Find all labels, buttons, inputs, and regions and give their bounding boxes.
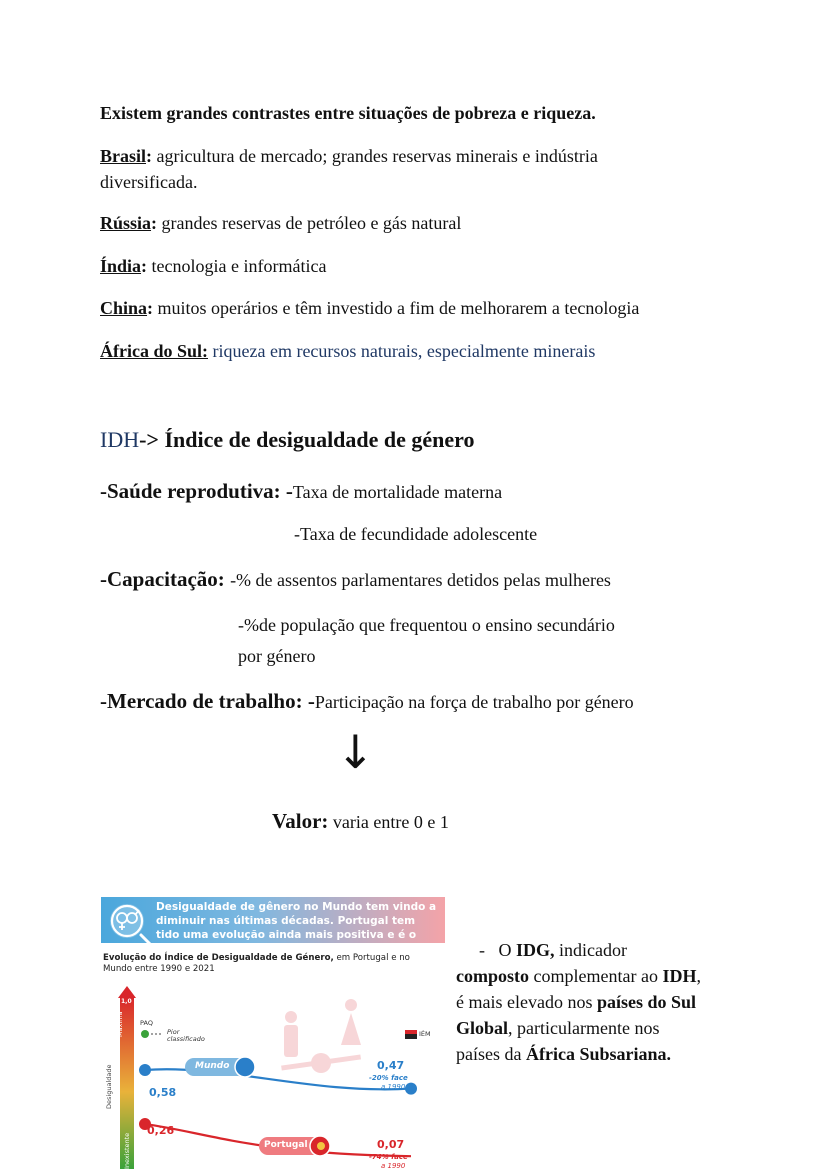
dimension-item: -% de assentos parlamentares detidos pelas mulheres (230, 570, 611, 590)
country-name: China (100, 298, 148, 318)
country-desc: tecnologia e informática (147, 256, 327, 276)
idg-heading (100, 427, 475, 453)
infographic-header-text: Desigualdade de gênero no Mundo tem vindo a diminuir nas últimas décadas. Portugal tem tido uma evolução ainda mais positiva e é o 15.º melhor país. (156, 901, 437, 955)
country-africa-do-sul (100, 338, 595, 364)
text: é mais elevado nos (456, 992, 597, 1012)
country-desc: muitos operários e têm investido a fim de melhorarem a tecnologia (153, 298, 640, 318)
mundo-change-2: a 1990 (381, 1083, 406, 1091)
dimension-capacitacao-item-2: -%de população que frequentou o ensino secundário (238, 615, 615, 635)
country-china (100, 295, 639, 321)
down-arrow-icon: ↓ (336, 725, 375, 779)
idg-arrow: -> (139, 427, 159, 452)
idg-infographic (101, 897, 445, 1169)
scale-arrow (118, 986, 136, 998)
text: complementar ao (529, 966, 663, 986)
portugal-change: -74% face (369, 1153, 408, 1161)
country-russia (100, 210, 461, 236)
text: O (498, 940, 516, 960)
dimension-capacitacao-item-2-cont: por género (238, 646, 316, 666)
mundo-end-value: 0,47 (377, 1059, 405, 1072)
country-india (100, 253, 326, 279)
country-desc: grandes reservas de petróleo e gás natural (157, 213, 462, 233)
text: países da (456, 1044, 526, 1064)
country-desc: riqueza em recursos naturais, especialmente minerais (208, 341, 596, 361)
dimension-saude (100, 478, 502, 505)
text-bold: composto (456, 966, 529, 986)
side-note-line-5 (456, 1041, 746, 1067)
axis-mid-label: Desigualdade (105, 1064, 113, 1109)
idg-title: Índice de desigualdade de género (158, 427, 475, 452)
country-name: Brasil (100, 146, 147, 166)
valor-label: Valor: (272, 809, 329, 833)
mundo-change: -20% face (369, 1074, 408, 1082)
axis-max-label: 1,0 (121, 998, 132, 1005)
side-note-line-4 (456, 1015, 746, 1041)
subtitle-rest: em Portugal e no Mundo entre 1990 e 2021 (103, 953, 410, 974)
portugal-start-value: 0,26 (147, 1124, 175, 1137)
side-note-line-1 (456, 937, 746, 963)
infographic-subtitle (103, 953, 433, 975)
country-name: África do Sul: (100, 341, 208, 361)
colon: : (146, 146, 153, 166)
side-note-line-2 (456, 963, 746, 989)
mundo-start-value: 0,58 (149, 1086, 177, 1099)
portugal-change-2: a 1990 (381, 1162, 406, 1169)
text-bold: África Subsariana. (525, 1044, 671, 1064)
text: , particularmente nos (508, 1018, 660, 1038)
colon: : (151, 213, 158, 233)
country-brasil (100, 143, 598, 169)
subtitle-bold: Evolução do Índice de Desigualdade de Género, (103, 953, 334, 963)
text-bold: IDH (662, 966, 697, 986)
text-bold: IDG, (516, 940, 555, 960)
dimension-label: -Capacitação: (100, 567, 231, 591)
legend-classificado: classificado (167, 1035, 205, 1043)
mundo-end-point (405, 1083, 417, 1095)
dimension-trabalho (100, 688, 634, 715)
colon: : (147, 298, 154, 318)
portugal-end-value: 0,07 (377, 1138, 405, 1151)
intro-heading: Existem grandes contrastes entre situações de pobreza e riqueza. (100, 103, 596, 123)
country-name: Rússia (100, 213, 152, 233)
valor-line (272, 808, 449, 835)
mundo-start-point (139, 1064, 151, 1076)
valor-text: varia entre 0 e 1 (328, 812, 449, 832)
dimension-label: -Saúde reprodutiva: - (100, 479, 293, 503)
dimension-item: Taxa de mortalidade materna (292, 482, 503, 502)
country-desc: agricultura de mercado; grandes reservas minerais e indústria (152, 146, 598, 166)
country-brasil-cont: diversificada. (100, 172, 198, 192)
text: indicador (554, 940, 627, 960)
dimension-item: Participação na força de trabalho por género (314, 692, 634, 712)
text: , (696, 966, 701, 986)
idg-side-note (456, 937, 746, 1067)
legend-iem: IÉM (419, 1030, 431, 1038)
text-bold: países do Sul (596, 992, 697, 1012)
list-dash: - (479, 940, 485, 960)
dimension-saude-item-2: -Taxa de fecundidade adolescente (294, 524, 538, 544)
dimension-label: -Mercado de trabalho: - (100, 689, 315, 713)
axis-top-label: Máxima (116, 1011, 124, 1037)
text-bold: Global (456, 1018, 509, 1038)
colon: : (141, 256, 148, 276)
mundo-label: Mundo (195, 1061, 230, 1071)
idg-abbr: IDH (100, 427, 140, 452)
portugal-label: Portugal (264, 1140, 308, 1150)
legend-pior: Pior (167, 1028, 180, 1036)
dimension-capacitacao (100, 566, 611, 593)
country-name: Índia (100, 256, 142, 276)
axis-bottom-label: Inexistente (123, 1132, 131, 1169)
side-note-line-3 (456, 989, 746, 1015)
legend-paq: PAQ (140, 1019, 153, 1027)
